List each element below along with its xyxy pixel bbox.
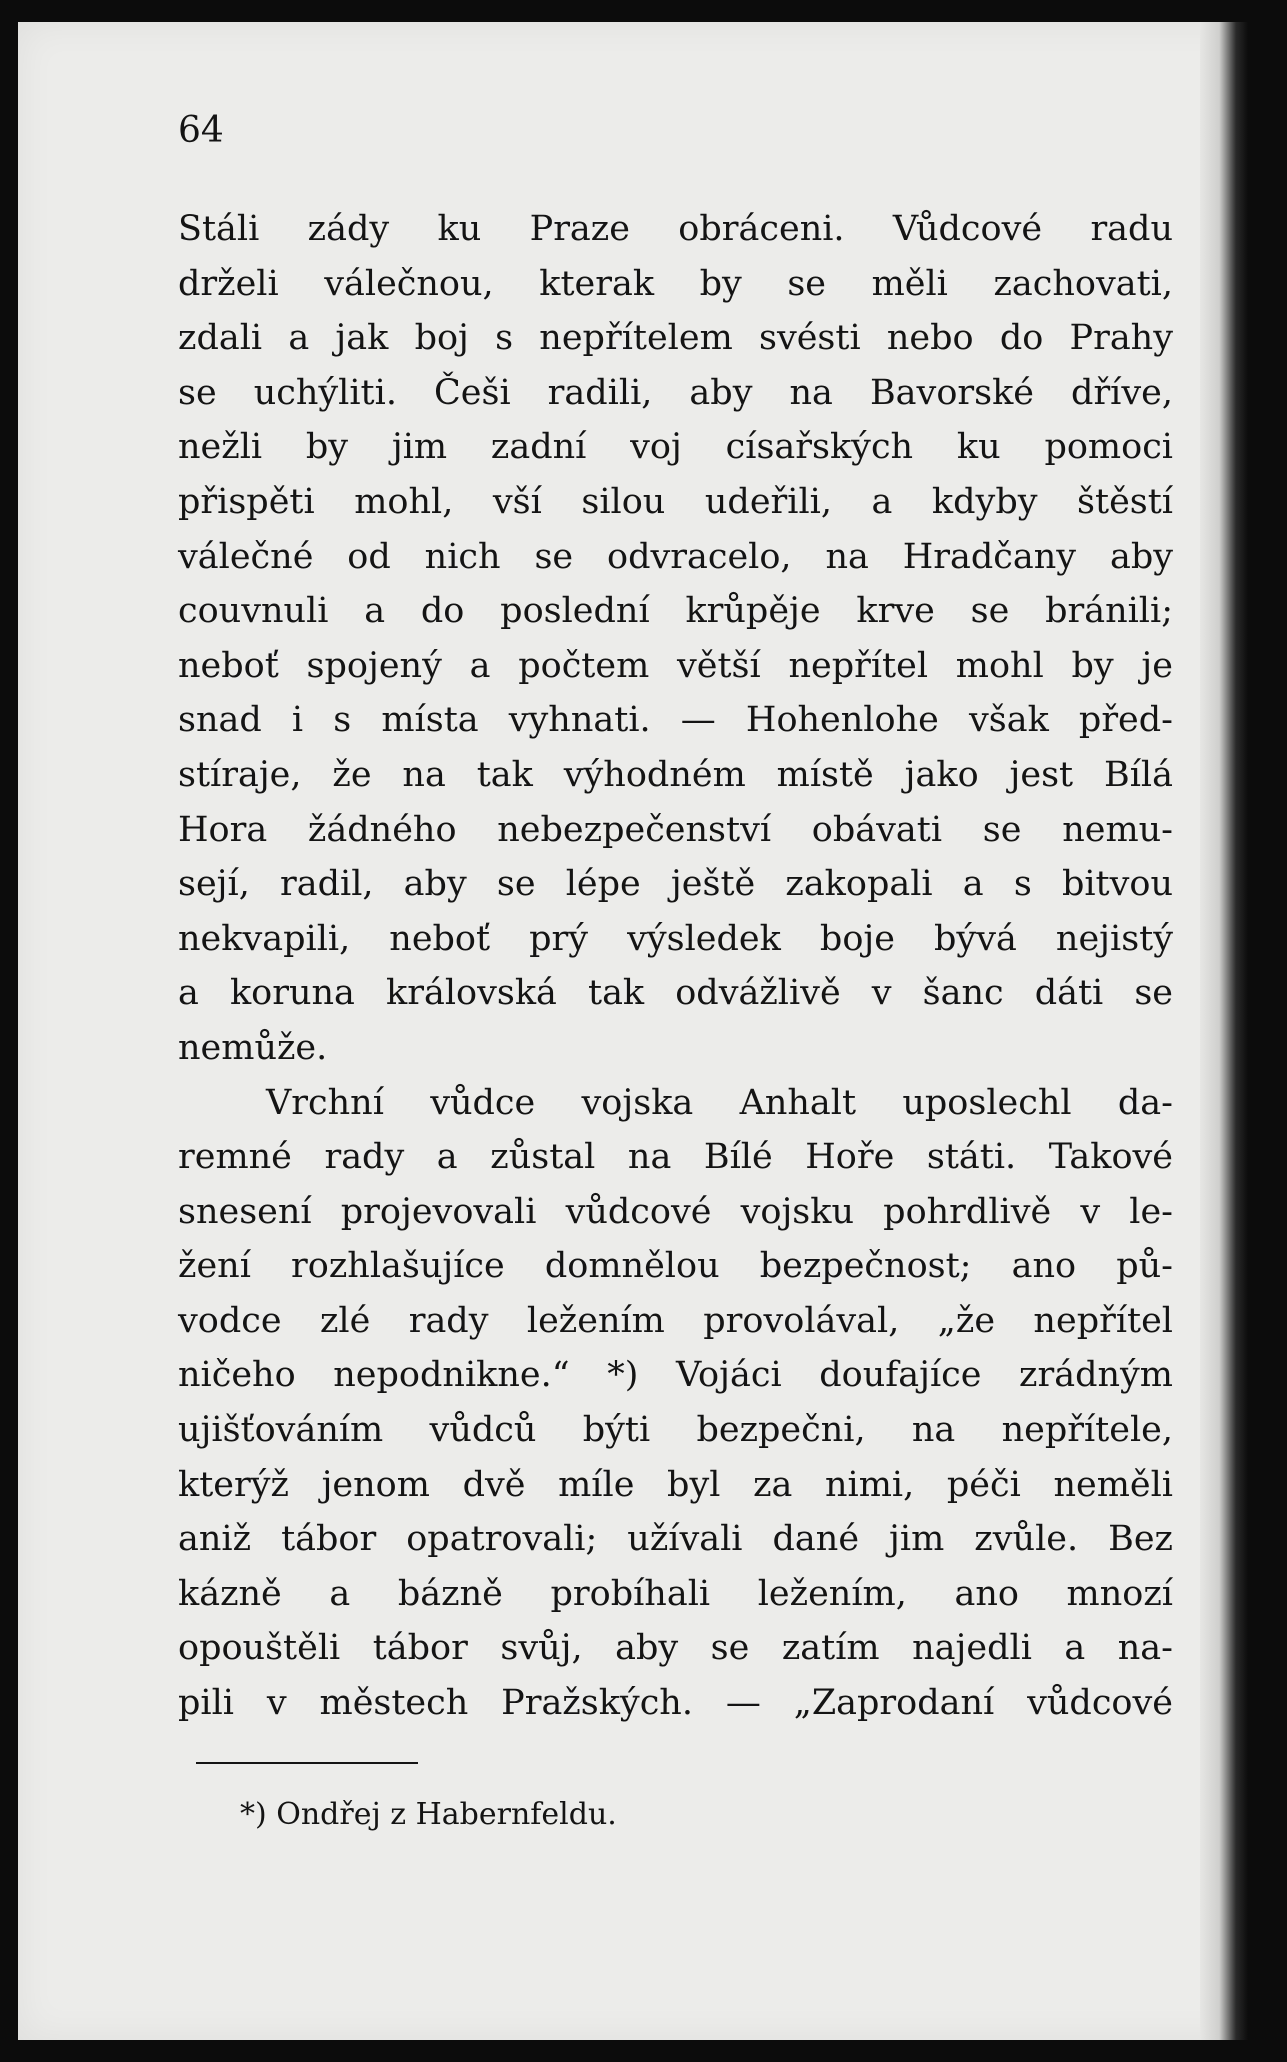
footnote-rule (196, 1762, 418, 1764)
text-line: kázně a bázně probíhali ležením, ano mnozí (178, 1573, 1173, 1614)
text-line: nemůže. (178, 1027, 328, 1068)
text-line: pili v městech Pražských. — „Zaprodaní vůdcové (178, 1683, 1173, 1724)
body-text (178, 202, 1173, 1731)
text-line: stíraje, že na tak výhodném místě jako jest Bílá (178, 754, 1173, 795)
text-line: Hora žádného nebezpečenství obávati se nemu- (178, 809, 1173, 850)
text-line: Stáli zády ku Praze obráceni. Vůdcové radu (178, 209, 1173, 249)
text-line: se uchýliti. Češi radili, aby na Bavorské dříve, (178, 372, 1173, 413)
text-line: neboť spojený a počtem větší nepřítel mohl by je (178, 645, 1173, 686)
text-line: drželi válečnou, kterak by se měli zachovati, (178, 263, 1173, 304)
book-spine-edge (1200, 22, 1248, 2040)
text-line-indented: Vrchní vůdce vojska Anhalt uposlechl da- (266, 1082, 1173, 1123)
book-page (18, 22, 1248, 2040)
text-line: a koruna královská tak odvážlivě v šanc dáti se (178, 973, 1173, 1014)
text-line: žení rozhlašujíce domnělou bezpečnost; ano pů- (178, 1246, 1173, 1287)
text-line: válečné od nich se odvracelo, na Hradčany aby (178, 536, 1173, 577)
text-line: opouštěli tábor svůj, aby se zatím najedli a na- (178, 1628, 1173, 1669)
text-line: ujišťováním vůdců býti bezpečni, na nepřítele, (178, 1410, 1173, 1451)
text-line: couvnuli a do poslední krůpěje krve se bránili; (178, 591, 1173, 632)
page-number: 64 (178, 110, 224, 151)
text-line: snesení projevovali vůdcové vojsku pohrdlivě v le- (178, 1191, 1173, 1232)
text-line: ničeho nepodnikne.“ *) Vojáci doufajíce zrádným (178, 1355, 1173, 1396)
text-line: kterýž jenom dvě míle byl za nimi, péči neměli (178, 1464, 1173, 1505)
text-line: přispěti mohl, vší silou udeřili, a kdyby štěstí (178, 481, 1173, 522)
text-line: snad i s místa vyhnati. — Hohenlohe však před- (178, 700, 1173, 741)
footnote: *) Ondřej z Habernfeldu. (240, 1797, 617, 1832)
text-line: aniž tábor opatrovali; užívali dané jim zvůle. Bez (178, 1519, 1173, 1560)
text-line: vodce zlé rady ležením provolával, „že nepřítel (178, 1300, 1173, 1341)
text-line: nekvapili, neboť prý výsledek boje bývá nejistý (178, 918, 1173, 959)
text-line: sejí, radil, aby se lépe ještě zakopali a s bitvou (178, 864, 1173, 905)
text-line: zdali a jak boj s nepřítelem svésti nebo do Prahy (178, 318, 1173, 359)
text-line: remné rady a zůstal na Bílé Hoře státi. Takové (178, 1137, 1173, 1178)
text-line: nežli by jim zadní voj císařských ku pomoci (178, 427, 1173, 468)
